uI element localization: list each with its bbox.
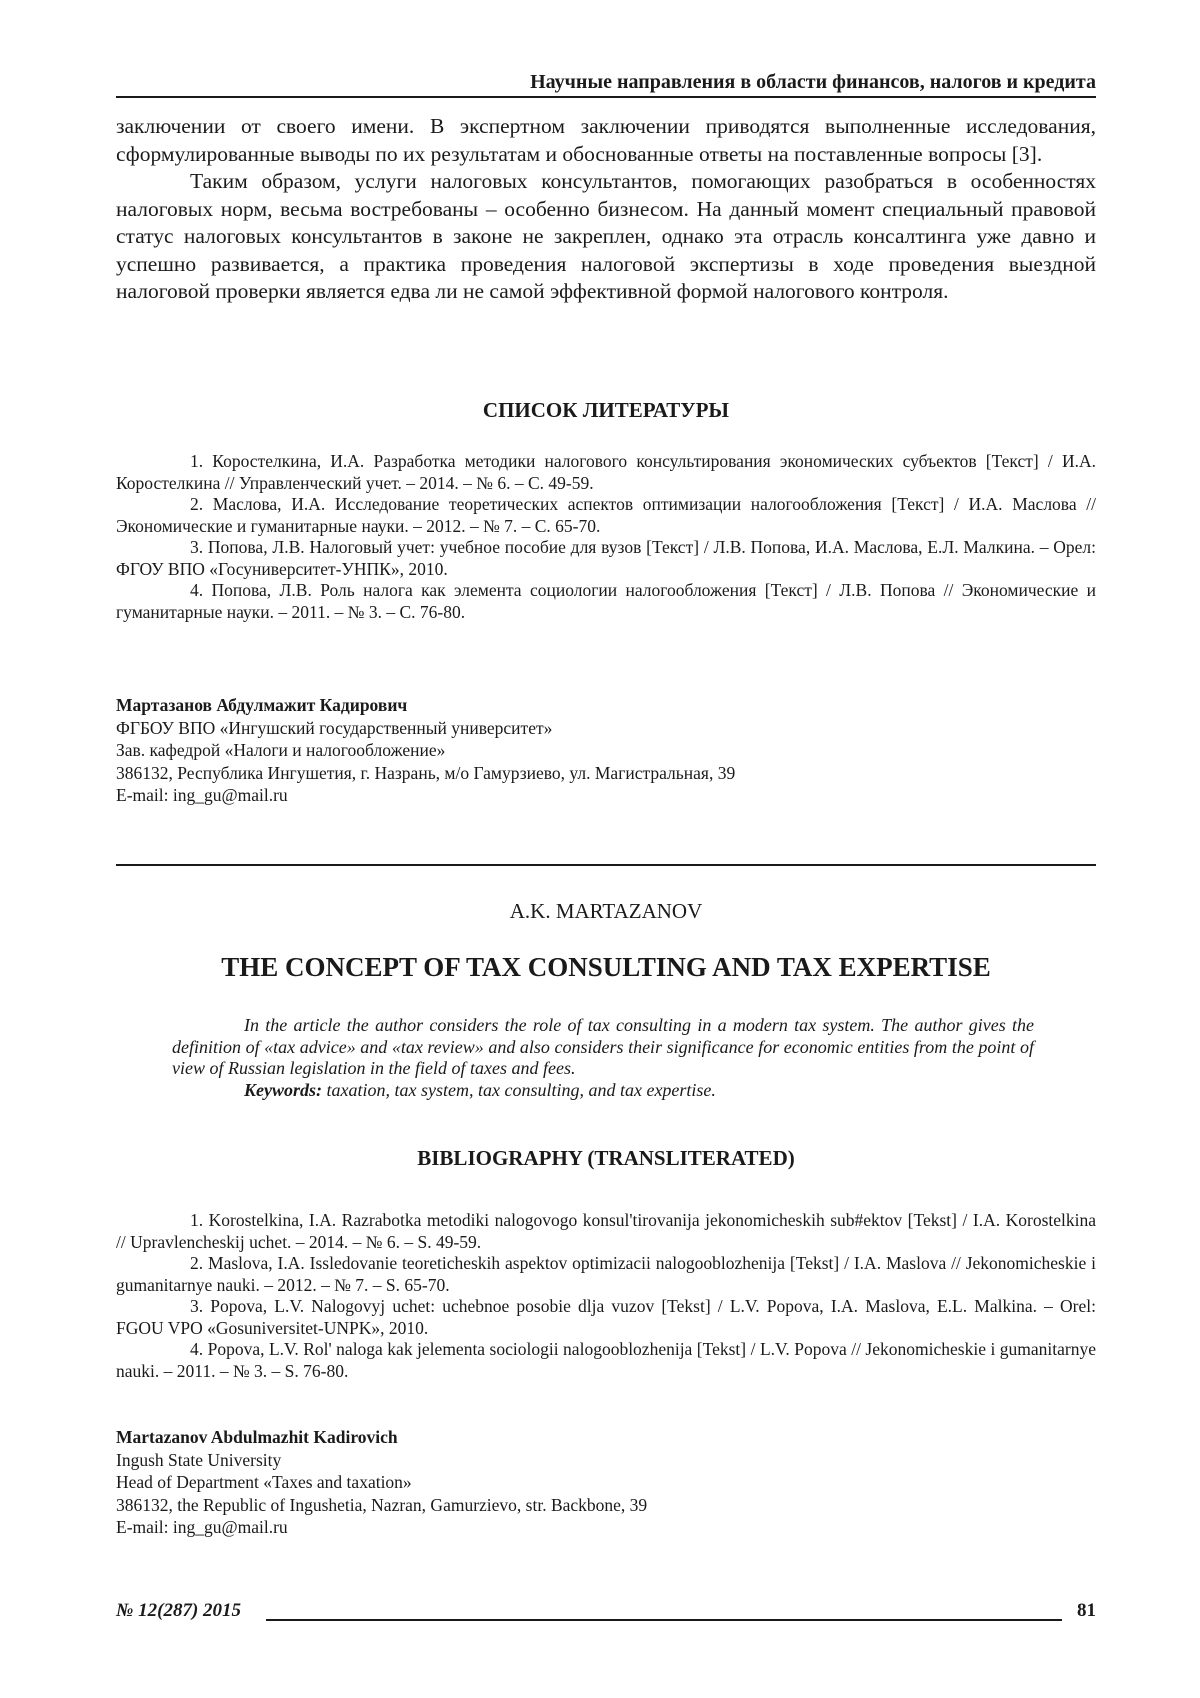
keywords-line (172, 1080, 1034, 1102)
english-author: A.K. MARTAZANOV (116, 899, 1096, 924)
reference-item: 2. Маслова, И.А. Исследование теоретических аспектов оптимизации налогообложения [Текст] / И.А. Маслова // Экономические и гуманитарные науки. – 2012. – № 7. – С. 65-70. (116, 494, 1096, 537)
author-name: Martazanov Abdulmazhit Kadirovich (116, 1426, 1096, 1449)
section-divider (116, 864, 1096, 866)
author-address: 386132, the Republic of Ingushetia, Nazran, Gamurzievo, str. Backbone, 39 (116, 1494, 1096, 1517)
paragraph-1: заключении от своего имени. В экспертном заключении приводятся выполненные исследования, сформулированные выводы по их результатам и обоснованные ответы на поставленные вопросы [3]. (116, 113, 1096, 168)
author-ru-block (116, 694, 1096, 807)
reference-item: 1. Korostelkina, I.A. Razrabotka metodiki nalogovogo konsul'tirovanija jekonomicheskih sub#ektov [Tekst] / I.A. Korostelkina // Upravlencheskij uchet. – 2014. – № 6. – S. 49-59. (116, 1210, 1096, 1253)
author-email: E-mail: ing_gu@mail.ru (116, 1516, 1096, 1539)
references-en-list (116, 1210, 1096, 1382)
author-position: Зав. кафедрой «Налоги и налогообложение» (116, 739, 1096, 762)
keywords-text: taxation, tax system, tax consulting, and tax expertise. (322, 1080, 716, 1100)
references-en-heading: BIBLIOGRAPHY (TRANSLITERATED) (116, 1146, 1096, 1171)
header-rule (116, 96, 1096, 98)
author-organization: Ingush State University (116, 1449, 1096, 1472)
keywords-label: Keywords: (244, 1080, 322, 1100)
body-text (116, 113, 1096, 306)
page-number: 81 (1077, 1600, 1096, 1622)
reference-item: 3. Попова, Л.В. Налоговый учет: учебное пособие для вузов [Текст] / Л.В. Попова, И.А. Маслова, Е.Л. Малкина. – Орел: ФГОУ ВПО «Госуниверситет-УНПК», 2010. (116, 537, 1096, 580)
references-ru-heading: СПИСОК ЛИТЕРАТУРЫ (116, 398, 1096, 423)
author-position: Head of Department «Taxes and taxation» (116, 1471, 1096, 1494)
author-email: E-mail: ing_gu@mail.ru (116, 784, 1096, 807)
reference-item: 1. Коростелкина, И.А. Разработка методики налогового консультирования экономических субъектов [Текст] / И.А. Коростелкина // Управленческий учет. – 2014. – № 6. – С. 49-59. (116, 451, 1096, 494)
footer-rule (266, 1619, 1062, 1621)
english-title: THE CONCEPT OF TAX CONSULTING AND TAX EXPERTISE (116, 952, 1096, 983)
author-address: 386132, Республика Ингушетия, г. Назрань, м/о Гамурзиево, ул. Магистральная, 39 (116, 762, 1096, 785)
references-ru-list (116, 451, 1096, 623)
abstract-text: In the article the author considers the role of tax consulting in a modern tax system. The author gives the definition of «tax advice» and «tax review» and also considers their significance for economic entities from the point of view of Russian legislation in the field of taxes and fees. (172, 1015, 1034, 1080)
reference-item: 2. Maslova, I.A. Issledovanie teoreticheskih aspektov optimizacii nalogooblozhenija [Tekst] / I.A. Maslova // Jekonomicheskie i gumanitarnye nauki. – 2012. – № 7. – S. 65-70. (116, 1253, 1096, 1296)
paragraph-2: Таким образом, услуги налоговых консультантов, помогающих разобраться в особенностях налоговых норм, весьма востребованы – особенно бизнесом. На данный момент специальный правовой статус налоговых консультантов в законе не закреплен, однако эта отрасль консалтинга уже давно и успешно развивается, а практика проведения налоговой экспертизы в ходе проведения выездной налоговой проверки является едва ли не самой эффективной формой налогового контроля. (116, 168, 1096, 306)
author-organization: ФГБОУ ВПО «Ингушский государственный университет» (116, 717, 1096, 740)
issue-number: № 12(287) 2015 (116, 1600, 241, 1622)
reference-item: 4. Popova, L.V. Rol' naloga kak jelementa sociologii nalogooblozhenija [Tekst] / L.V. Popova // Jekonomicheskie i gumanitarnye nauki. – 2011. – № 3. – S. 76-80. (116, 1339, 1096, 1382)
reference-item: 3. Popova, L.V. Nalogovyj uchet: uchebnoe posobie dlja vuzov [Tekst] / L.V. Popova, I.A. Maslova, E.L. Malkina. – Orel: FGOU VPO «Gosuniversitet-UNPK», 2010. (116, 1296, 1096, 1339)
running-header: Научные направления в области финансов, налогов и кредита (116, 71, 1096, 94)
reference-item: 4. Попова, Л.В. Роль налога как элемента социологии налогообложения [Текст] / Л.В. Попова // Экономические и гуманитарные науки. – 2011. – № 3. – С. 76-80. (116, 580, 1096, 623)
author-en-block (116, 1426, 1096, 1539)
abstract (172, 1015, 1034, 1101)
author-name: Мартазанов Абдулмажит Кадирович (116, 694, 1096, 717)
